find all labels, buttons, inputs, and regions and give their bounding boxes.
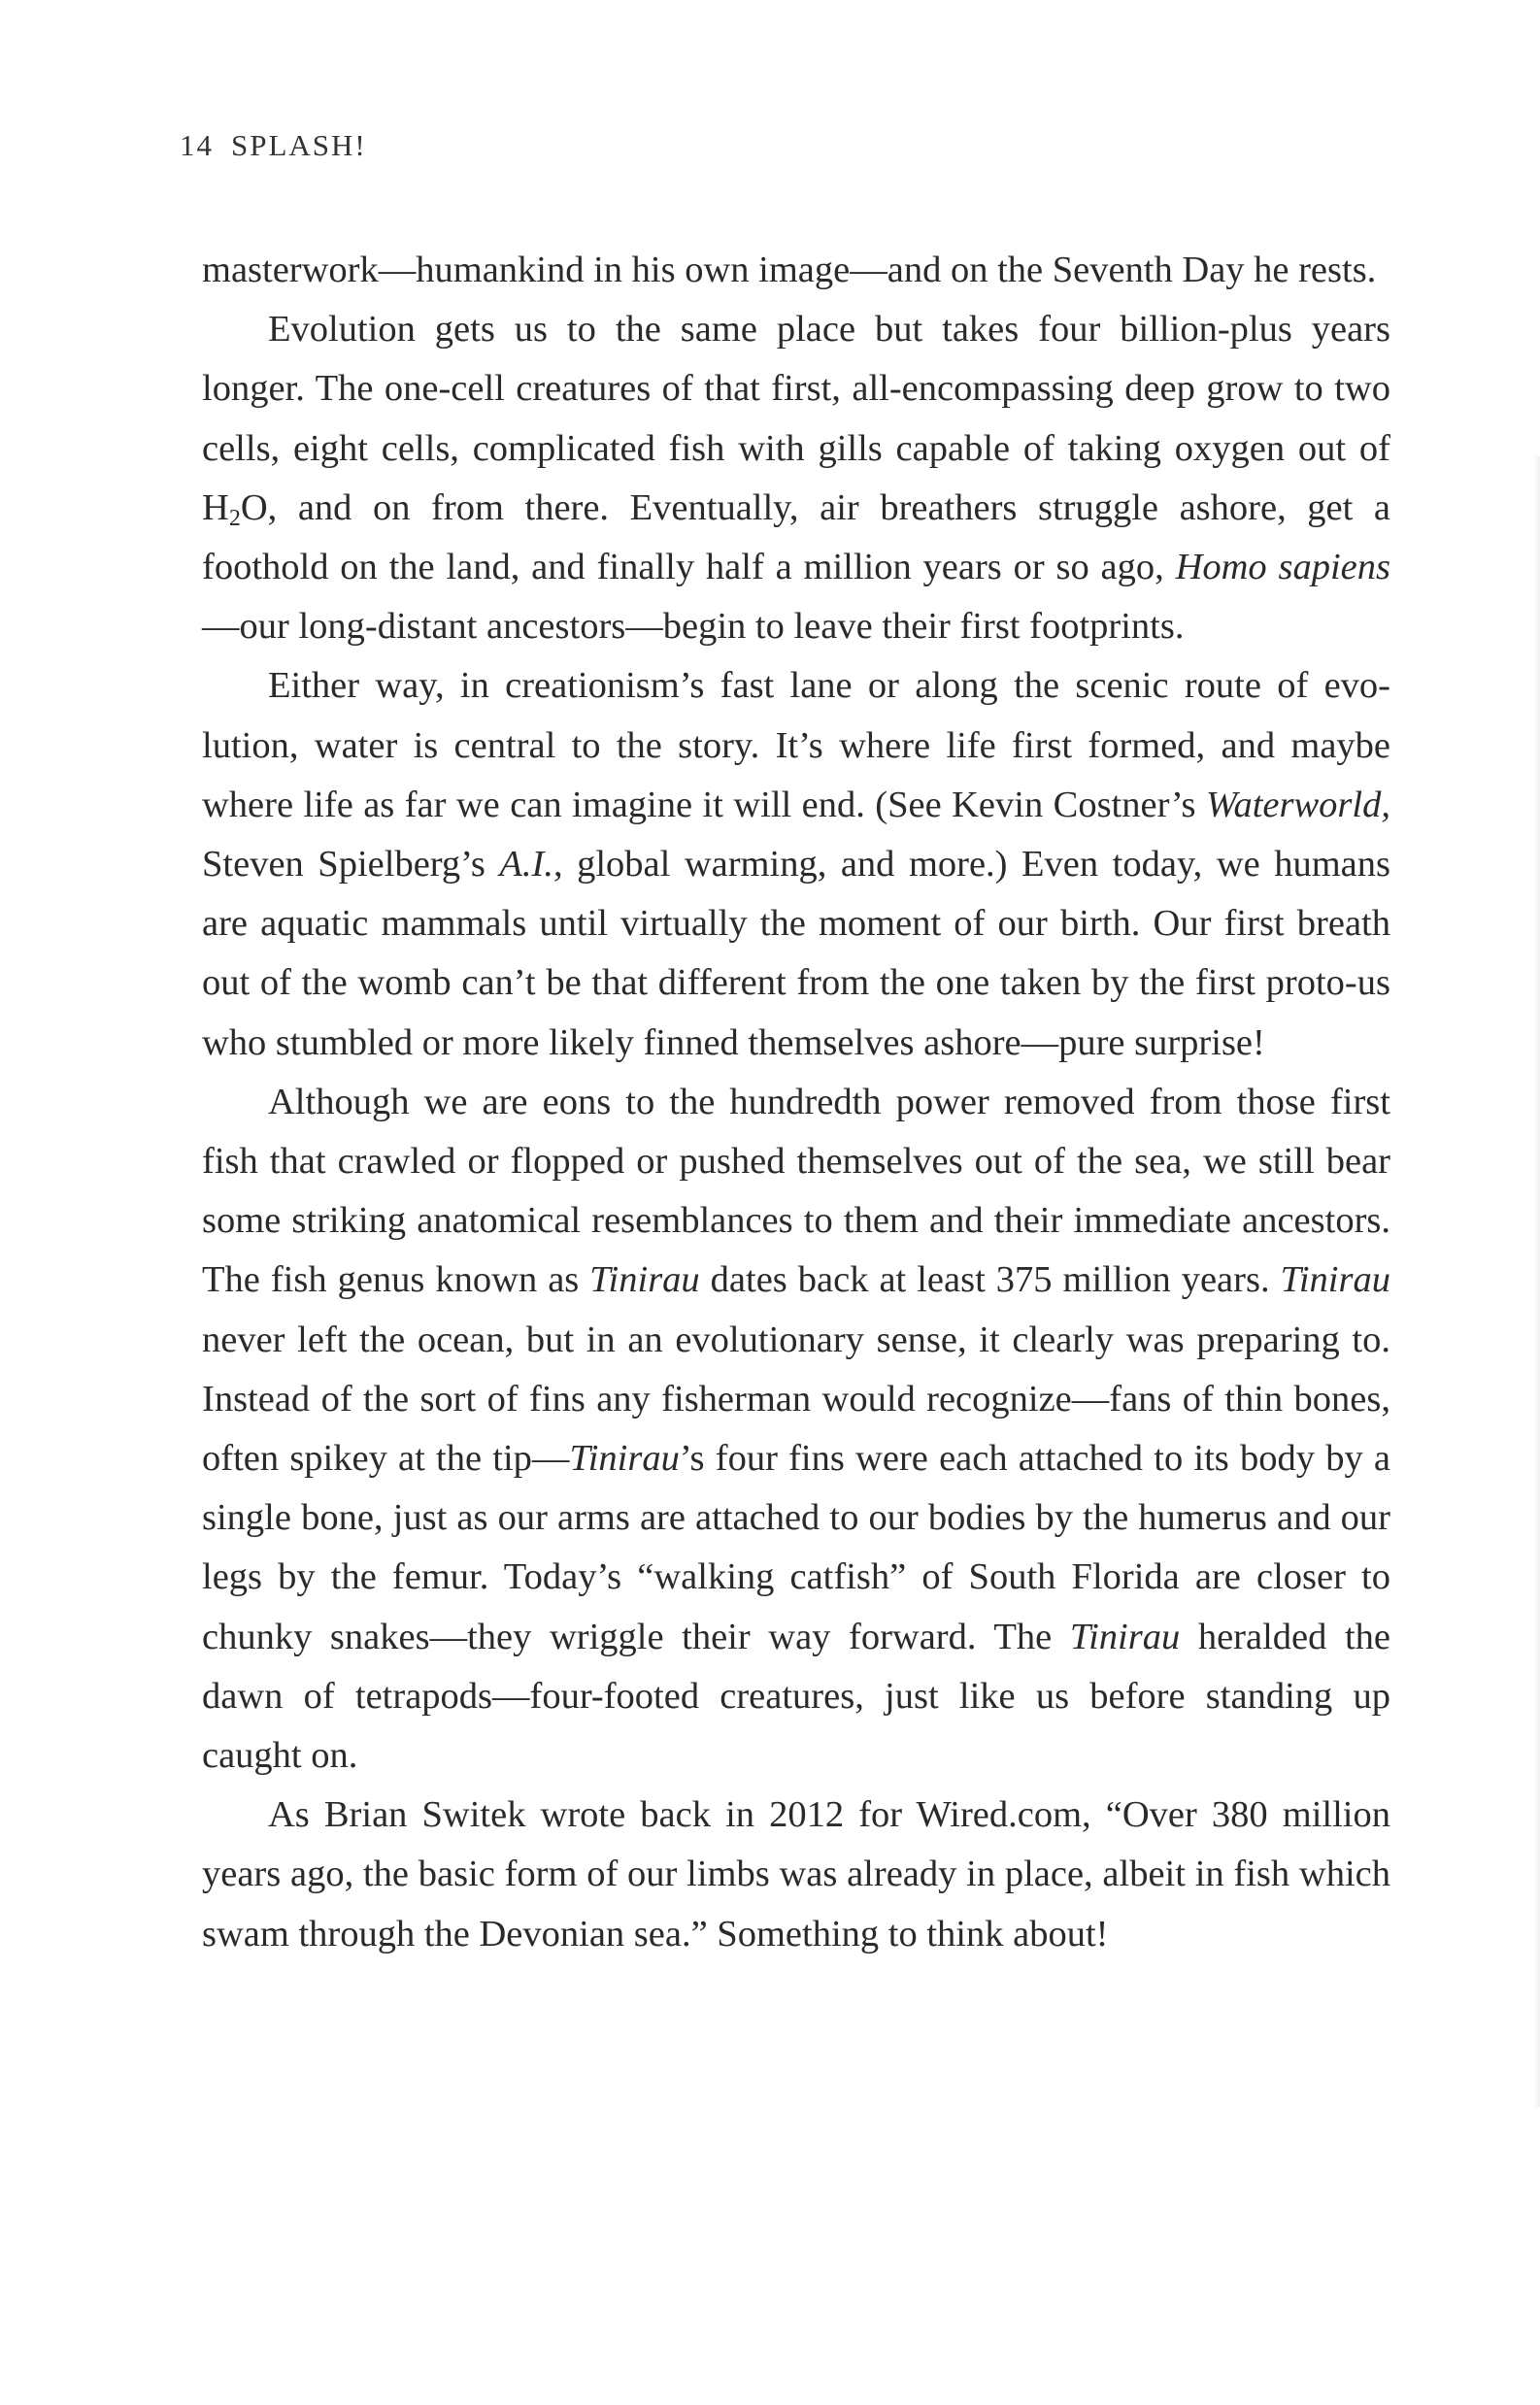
text-run: , global warming, and more.) Even today, we humans are aquatic mammals until virtually the moment of our birth. Our first breath out of the womb can’t be that different from the one taken by the first proto-us who stumbled or more likely finned themselves ashore—pure surprise!: [202, 844, 1390, 1063]
paragraph: [202, 656, 1390, 1072]
paragraph: [202, 241, 1390, 300]
body-text: [202, 241, 1390, 1964]
page-edge-shadow: [1534, 456, 1540, 2107]
text-run: Evolution gets us to the same place but takes four billion-plus years longer. The one-cell creatures of that first, all-encompassing deep grow to two cells, eight cells, complicated fish with gills capable of taking oxygen out of H: [202, 309, 1390, 528]
text-run: Steven Spielberg’s: [202, 844, 500, 885]
text-run: Either way, in creationism’s fast lane or along the scenic route of evolution, water is central to the story. It’s where life first formed, and maybe where life as far we can imagine it will end. (See Kevin Costner’s: [202, 665, 1390, 825]
italic-text: Homo sapiens: [1175, 547, 1391, 588]
paragraph: [202, 300, 1390, 656]
text-run: ’s four fins were each attached to its body by a single bone, just as our arms are attached to our bodies by the humerus and our legs by the femur. Today’s “walking catfish” of South Florida are closer to chunky snakes—they wriggle their way forward. The: [202, 1438, 1390, 1657]
subscript-text: 2: [228, 505, 241, 531]
paragraph: [202, 1073, 1390, 1786]
page-number: 14: [180, 128, 214, 162]
text-run: —our long-distant ancestors—begin to leave their first footprints.: [202, 606, 1185, 648]
italic-text: A.I.: [499, 844, 553, 885]
text-run: dates back at least 375 million years.: [699, 1259, 1281, 1301]
running-head: [180, 128, 367, 163]
book-title: SPLASH!: [231, 128, 367, 162]
italic-text: Tinirau: [569, 1438, 680, 1480]
italic-text: Tinirau: [1280, 1259, 1390, 1301]
text-run: O, and on from there. Eventually, air breathers struggle ashore, get a foothold on the land, and finally half a million years or so ago,: [202, 486, 1390, 588]
text-run: As Brian Switek wrote back in 2012 for Wired.com, “Over 380 million years ago, the basic form of our limbs was already in place, albeit in fish which swam through the Devonian sea.” Something to think about!: [202, 1794, 1390, 1954]
italic-text: Tinirau: [589, 1259, 700, 1301]
paragraph: [202, 1786, 1390, 1964]
text-run: heralded the dawn of tetrapods—four-footed creatures, just like us before standing up caught on.: [202, 1616, 1390, 1777]
text-run: never left the ocean, but in an evolutionary sense, it clearly was preparing to. Instead of the sort of fins any fisherman would recognize—fans of thin bones, often spikey at the tip—: [202, 1319, 1390, 1480]
italic-text: Waterworld,: [1205, 784, 1390, 825]
text-run: masterwork—humankind in his own image—and on the Seventh Day he rests.: [202, 250, 1377, 290]
text-run: Although we are eons to the hundredth power removed from those first fish that crawled or flopped or pushed themselves out of the sea, we still bear some striking anatomical resemblances to them and their immediate ancestors. The fish genus known as: [202, 1081, 1390, 1301]
italic-text: Tinirau: [1069, 1616, 1181, 1657]
